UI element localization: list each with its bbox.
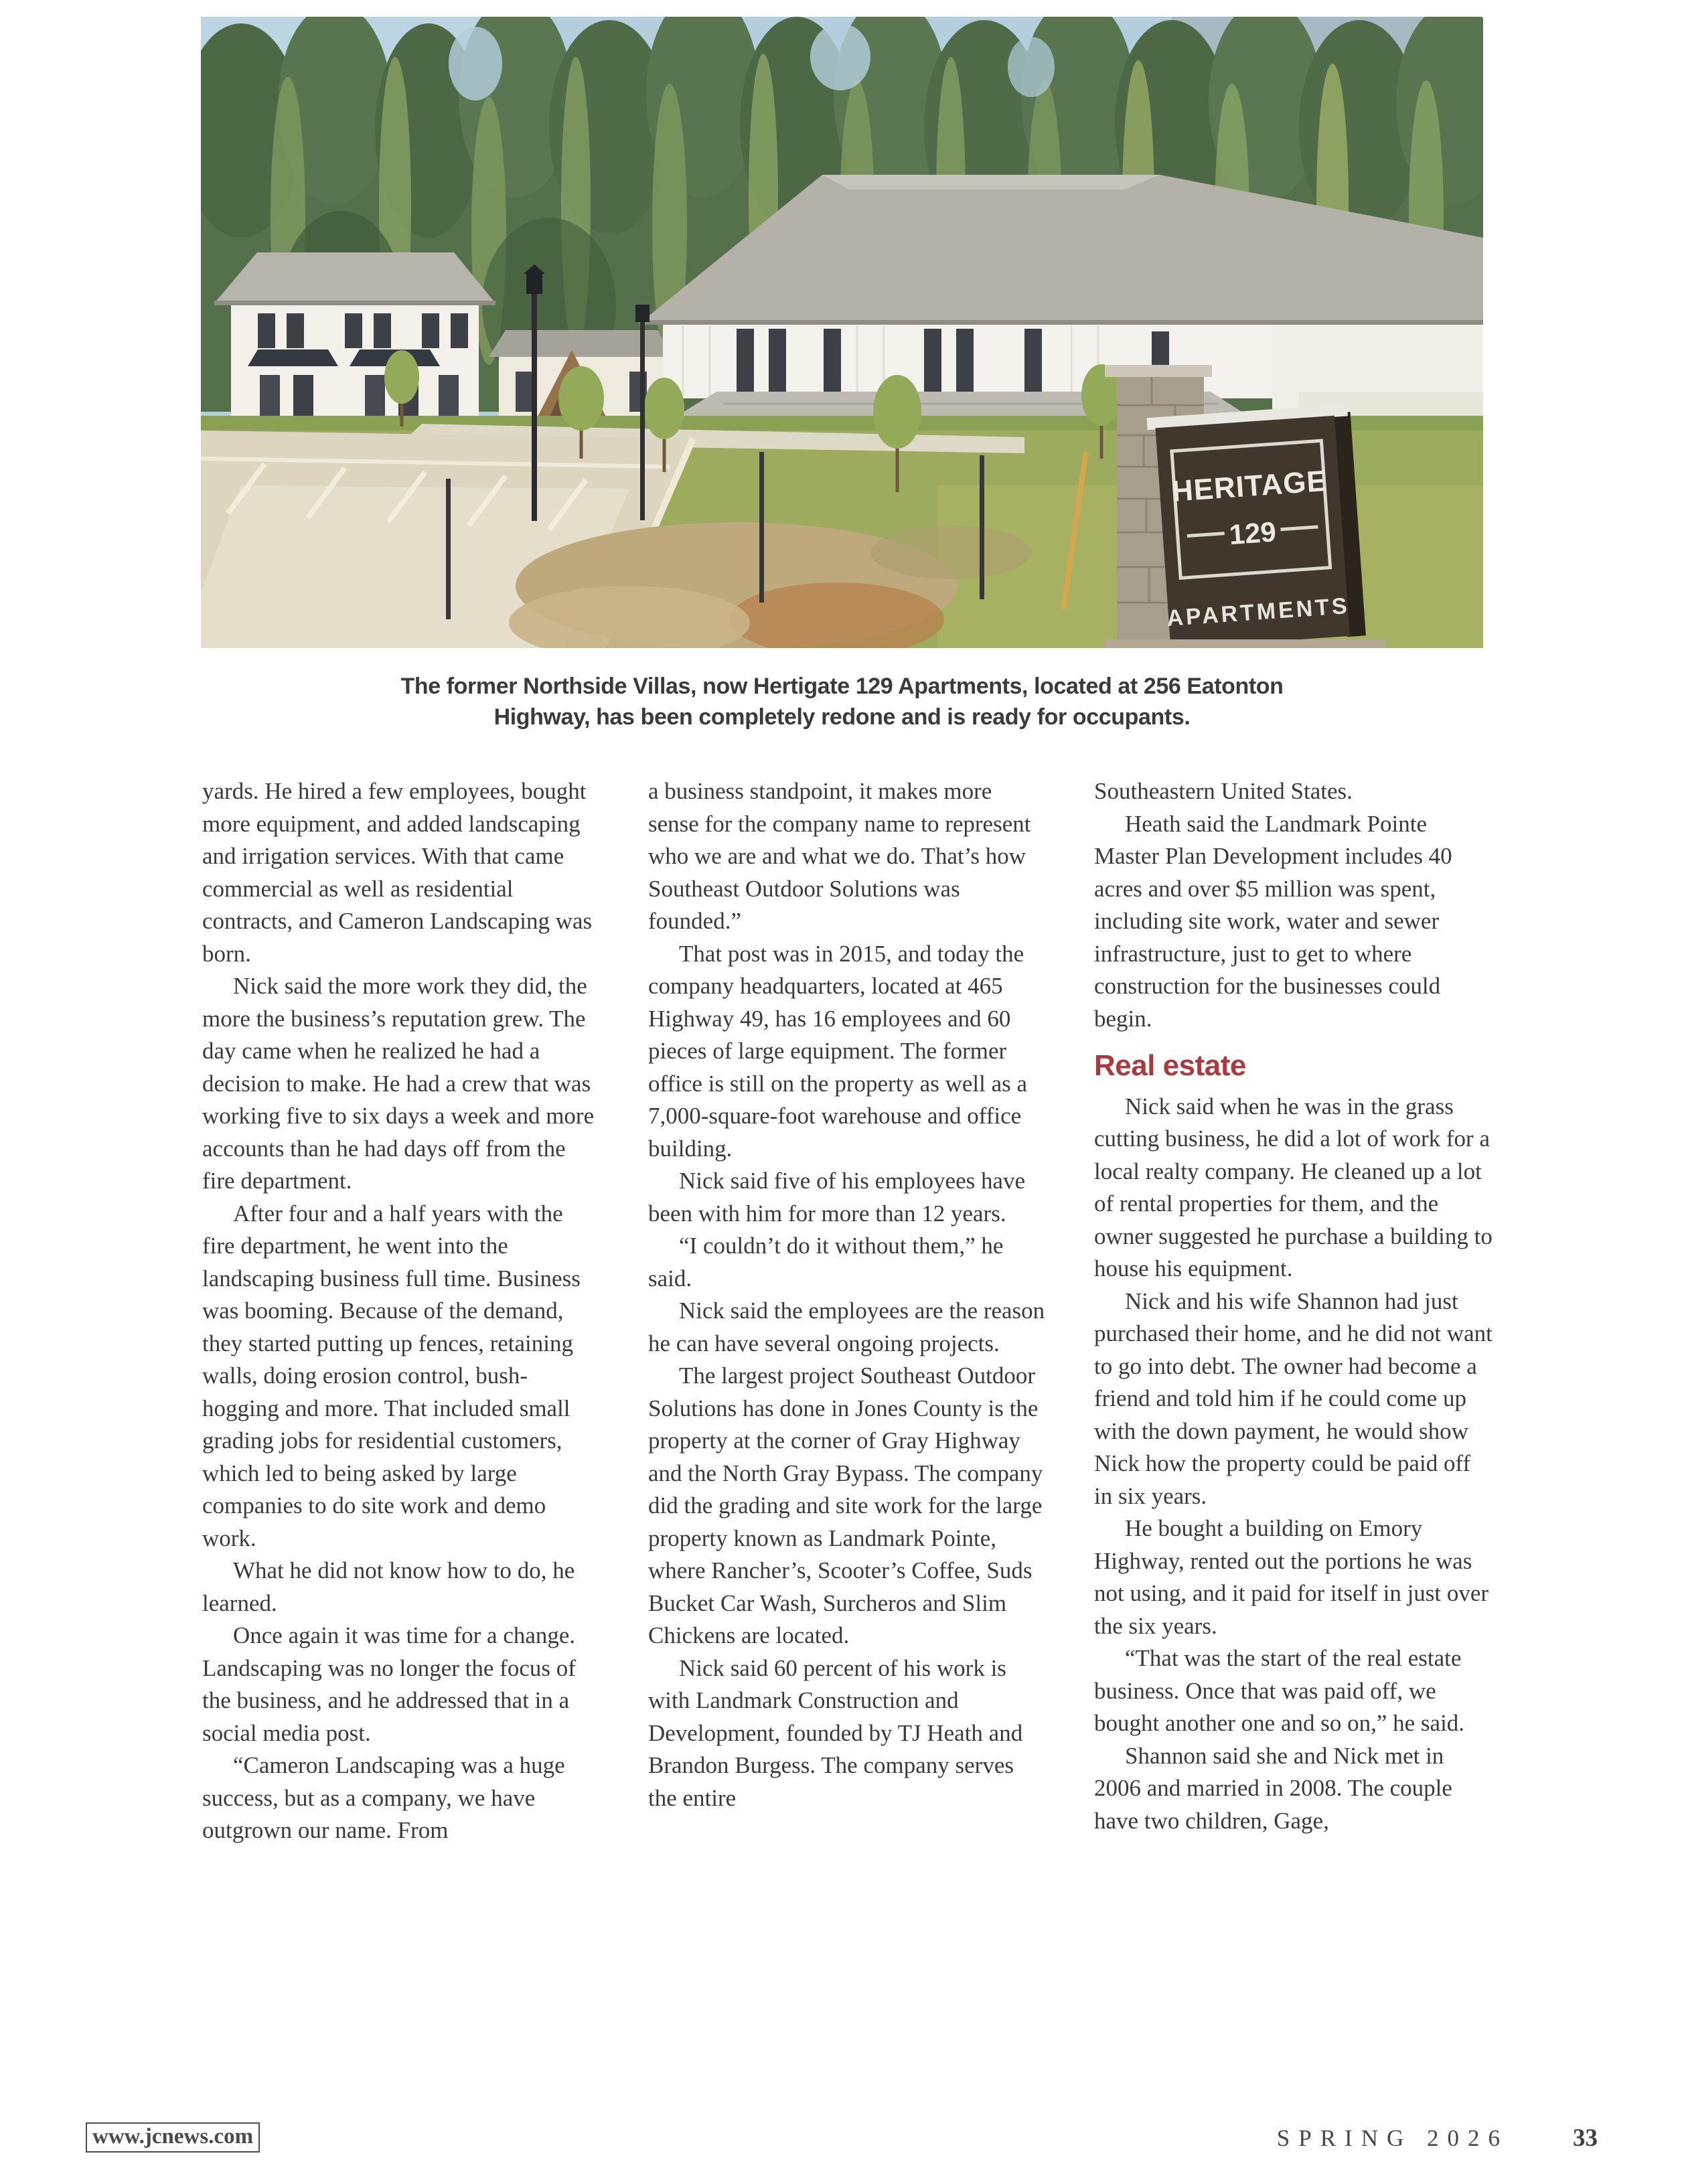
article-body xyxy=(202,775,1493,1847)
sign-line3: APARTMENTS xyxy=(1166,593,1351,631)
article-column-2 xyxy=(648,775,1047,1847)
article-paragraph: The largest project Southeast Outdoor Solutions has done in Jones County is the property at the corner of Gray Highway and the North Gray Bypass. The company did the grading and site work for the large property known as Landmark Pointe, where Rancher’s, Scooter’s Coffee, Suds Bucket Car Wash, Surcheros and Slim Chickens are located. xyxy=(648,1362,1043,1648)
left-apartment-building xyxy=(214,252,495,429)
article-column-3 xyxy=(1094,775,1493,1847)
photo-caption-line2: Highway, has been completely redone and is ready for occupants. xyxy=(493,704,1191,730)
article-column-1 xyxy=(202,775,601,1847)
article-paragraph: Shannon said she and Nick met in 2006 and married in 2008. The couple have two children, Gage, xyxy=(1094,1742,1452,1834)
sign-line2: 129 xyxy=(1228,516,1278,551)
article-paragraph: Nick said 60 percent of his work is with Landmark Construction and Development, founded by TJ Heath and Brandon Burgess. The company serves the entire xyxy=(648,1654,1023,1811)
section-heading: Real estate xyxy=(1094,1049,1246,1082)
apartment-photo xyxy=(201,17,1483,648)
article-paragraph: yards. He hired a few employees, bought more equipment, and added landscaping and irrigation services. With that came commercial as well as residential contracts, and Cameron Landscaping was born. xyxy=(202,778,593,967)
sign-line1: HERITAGE xyxy=(1170,464,1328,508)
article-paragraph: Nick said when he was in the grass cutting business, he did a lot of work for a local realty company. He cleaned up a lot of rental properties for them, and the owner suggested he purchase a building to house his equipment. xyxy=(1094,1093,1493,1281)
footer-page-number: 33 xyxy=(1573,2124,1598,2152)
article-paragraph: a business standpoint, it makes more sense for the company name to represent who we are and what we do. That’s how Southeast Outdoor Solutions was founded.” xyxy=(648,778,1031,934)
article-paragraph: That post was in 2015, and today the company headquarters, located at 465 Highway 49, has 16 employees and 60 pieces of large equipment. The former office is still on the property as well as a 7,000-square-foot warehouse and office building. xyxy=(648,940,1028,1162)
article-paragraph: Nick said the employees are the reason he can have several ongoing projects. xyxy=(648,1298,1045,1356)
article-paragraph: Nick said five of his employees have been with him for more than 12 years. xyxy=(648,1168,1026,1227)
article-paragraph: Nick and his wife Shannon had just purchased their home, and he did not want to go into debt. The owner had become a friend and told him if he could come up with the down payment, he would show Nick how the property could be paid off in six years. xyxy=(1094,1288,1493,1509)
article-paragraph: Once again it was time for a change. Landscaping was no longer the focus of the business, and he addressed that in a social media post. xyxy=(202,1622,576,1746)
article-paragraph: “I couldn’t do it without them,” he said. xyxy=(648,1233,1004,1292)
article-paragraph: Heath said the Landmark Pointe Master Plan Development includes 40 acres and over $5 million was spent, including site work, water and sewer infrastructure, just to get to where construction for the businesses could begin. xyxy=(1094,810,1452,1032)
footer-website-badge: www.jcnews.com xyxy=(86,2122,260,2153)
article-paragraph: “Cameron Landscaping was a huge success, but as a company, we have outgrown our name. From xyxy=(202,1752,565,1843)
apartment-photo-illustration xyxy=(201,17,1483,648)
article-paragraph: He bought a building on Emory Highway, rented out the portions he was not using, and it paid for itself in just over the six years. xyxy=(1094,1515,1489,1639)
photo-caption xyxy=(201,671,1483,732)
article-paragraph: What he did not know how to do, he learned. xyxy=(202,1557,575,1616)
article-paragraph: “That was the start of the real estate business. Once that was paid off, we bought another one and so on,” he said. xyxy=(1094,1645,1465,1736)
footer-right xyxy=(1277,2124,1598,2153)
footer-issue: SPRING 2026 xyxy=(1276,2125,1509,2151)
article-paragraph: Nick said the more work they did, the more the business’s reputation grew. The day came when he realized he had a decision to make. He had a crew that was working five to six days a week and more accounts than he had days off from the fire department. xyxy=(202,973,595,1194)
article-paragraph: Southeastern United States. xyxy=(1094,778,1353,804)
photo-caption-line1: The former Northside Villas, now Hertigate 129 Apartments, located at 256 Eatonton xyxy=(400,674,1284,699)
article-paragraph: After four and a half years with the fire department, he went into the landscaping business full time. Business was booming. Because of the demand, they started putting up fences, retaining walls, doing erosion control, bush-hogging and more. That included small grading jobs for residential customers, which led to being asked by large companies to do site work and demo work. xyxy=(202,1200,581,1551)
